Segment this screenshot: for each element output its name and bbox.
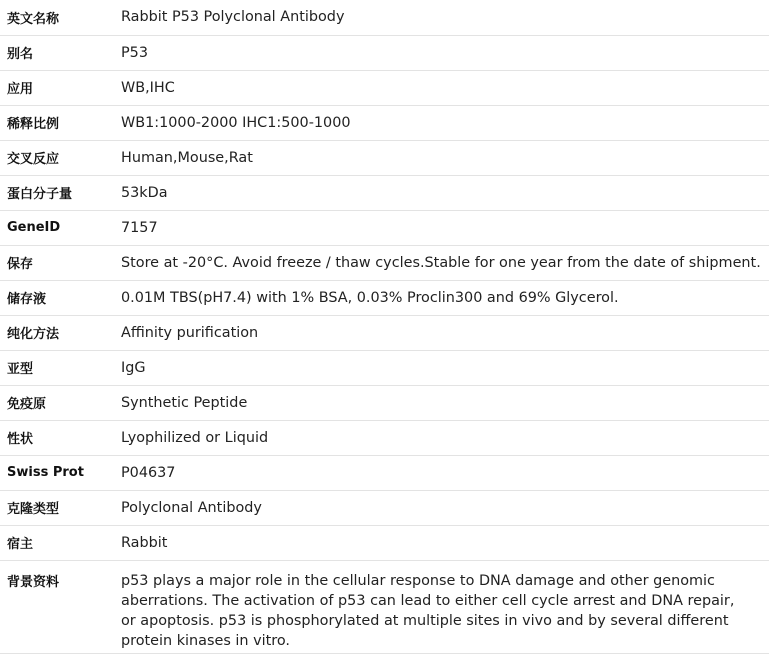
spec-value: WB1:1000-2000 IHC1:500-1000 bbox=[113, 105, 769, 140]
spec-row-purification bbox=[0, 315, 769, 350]
spec-label: 蛋白分子量 bbox=[0, 175, 113, 210]
spec-label: 交叉反应 bbox=[0, 140, 113, 175]
spec-value: 53kDa bbox=[113, 175, 769, 210]
spec-label: 应用 bbox=[0, 70, 113, 105]
spec-row-clonality bbox=[0, 490, 769, 525]
spec-row-molecular-weight bbox=[0, 175, 769, 210]
spec-row-buffer bbox=[0, 280, 769, 315]
spec-row-gene-id bbox=[0, 210, 769, 245]
spec-value: P53 bbox=[113, 35, 769, 70]
spec-row-form bbox=[0, 420, 769, 455]
spec-label: 英文名称 bbox=[0, 0, 113, 35]
spec-value: 7157 bbox=[113, 210, 769, 245]
spec-row-host bbox=[0, 525, 769, 560]
spec-row-background bbox=[0, 560, 769, 653]
spec-row-application bbox=[0, 70, 769, 105]
spec-label: 纯化方法 bbox=[0, 315, 113, 350]
spec-value: 0.01M TBS(pH7.4) with 1% BSA, 0.03% Proclin300 and 69% Glycerol. bbox=[113, 280, 769, 315]
spec-label: 克隆类型 bbox=[0, 490, 113, 525]
spec-label: Swiss Prot bbox=[0, 455, 113, 490]
spec-value: Synthetic Peptide bbox=[113, 385, 769, 420]
spec-label: 亚型 bbox=[0, 350, 113, 385]
spec-label: 别名 bbox=[0, 35, 113, 70]
spec-label: 背景资料 bbox=[0, 560, 113, 653]
spec-label: 免疫原 bbox=[0, 385, 113, 420]
spec-value: Polyclonal Antibody bbox=[113, 490, 769, 525]
spec-value: P04637 bbox=[113, 455, 769, 490]
spec-row-storage bbox=[0, 245, 769, 280]
spec-row-alias bbox=[0, 35, 769, 70]
spec-row-cross-reactivity bbox=[0, 140, 769, 175]
spec-label: 宿主 bbox=[0, 525, 113, 560]
spec-value: Human,Mouse,Rat bbox=[113, 140, 769, 175]
spec-row-isotype bbox=[0, 350, 769, 385]
spec-label: 保存 bbox=[0, 245, 113, 280]
spec-row-immunogen bbox=[0, 385, 769, 420]
spec-row-dilution bbox=[0, 105, 769, 140]
spec-value: IgG bbox=[113, 350, 769, 385]
spec-value: Affinity purification bbox=[113, 315, 769, 350]
spec-label: GeneID bbox=[0, 210, 113, 245]
spec-value: Lyophilized or Liquid bbox=[113, 420, 769, 455]
spec-row-swiss-prot bbox=[0, 455, 769, 490]
spec-label: 稀释比例 bbox=[0, 105, 113, 140]
spec-label: 性状 bbox=[0, 420, 113, 455]
spec-row-english-name bbox=[0, 0, 769, 35]
spec-value: Rabbit P53 Polyclonal Antibody bbox=[113, 0, 769, 35]
spec-value: p53 plays a major role in the cellular response to DNA damage and other genomic aberrations. The activation of p53 can lead to either cell cycle arrest and DNA repair, or apoptosis. p53 is phosphorylated at multiple sites in vivo and by several different protein kinases in vitro. bbox=[113, 560, 769, 653]
spec-value: WB,IHC bbox=[113, 70, 769, 105]
spec-value: Store at -20°C. Avoid freeze / thaw cycles.Stable for one year from the date of shipment. bbox=[113, 245, 769, 280]
spec-value: Rabbit bbox=[113, 525, 769, 560]
spec-label: 储存液 bbox=[0, 280, 113, 315]
